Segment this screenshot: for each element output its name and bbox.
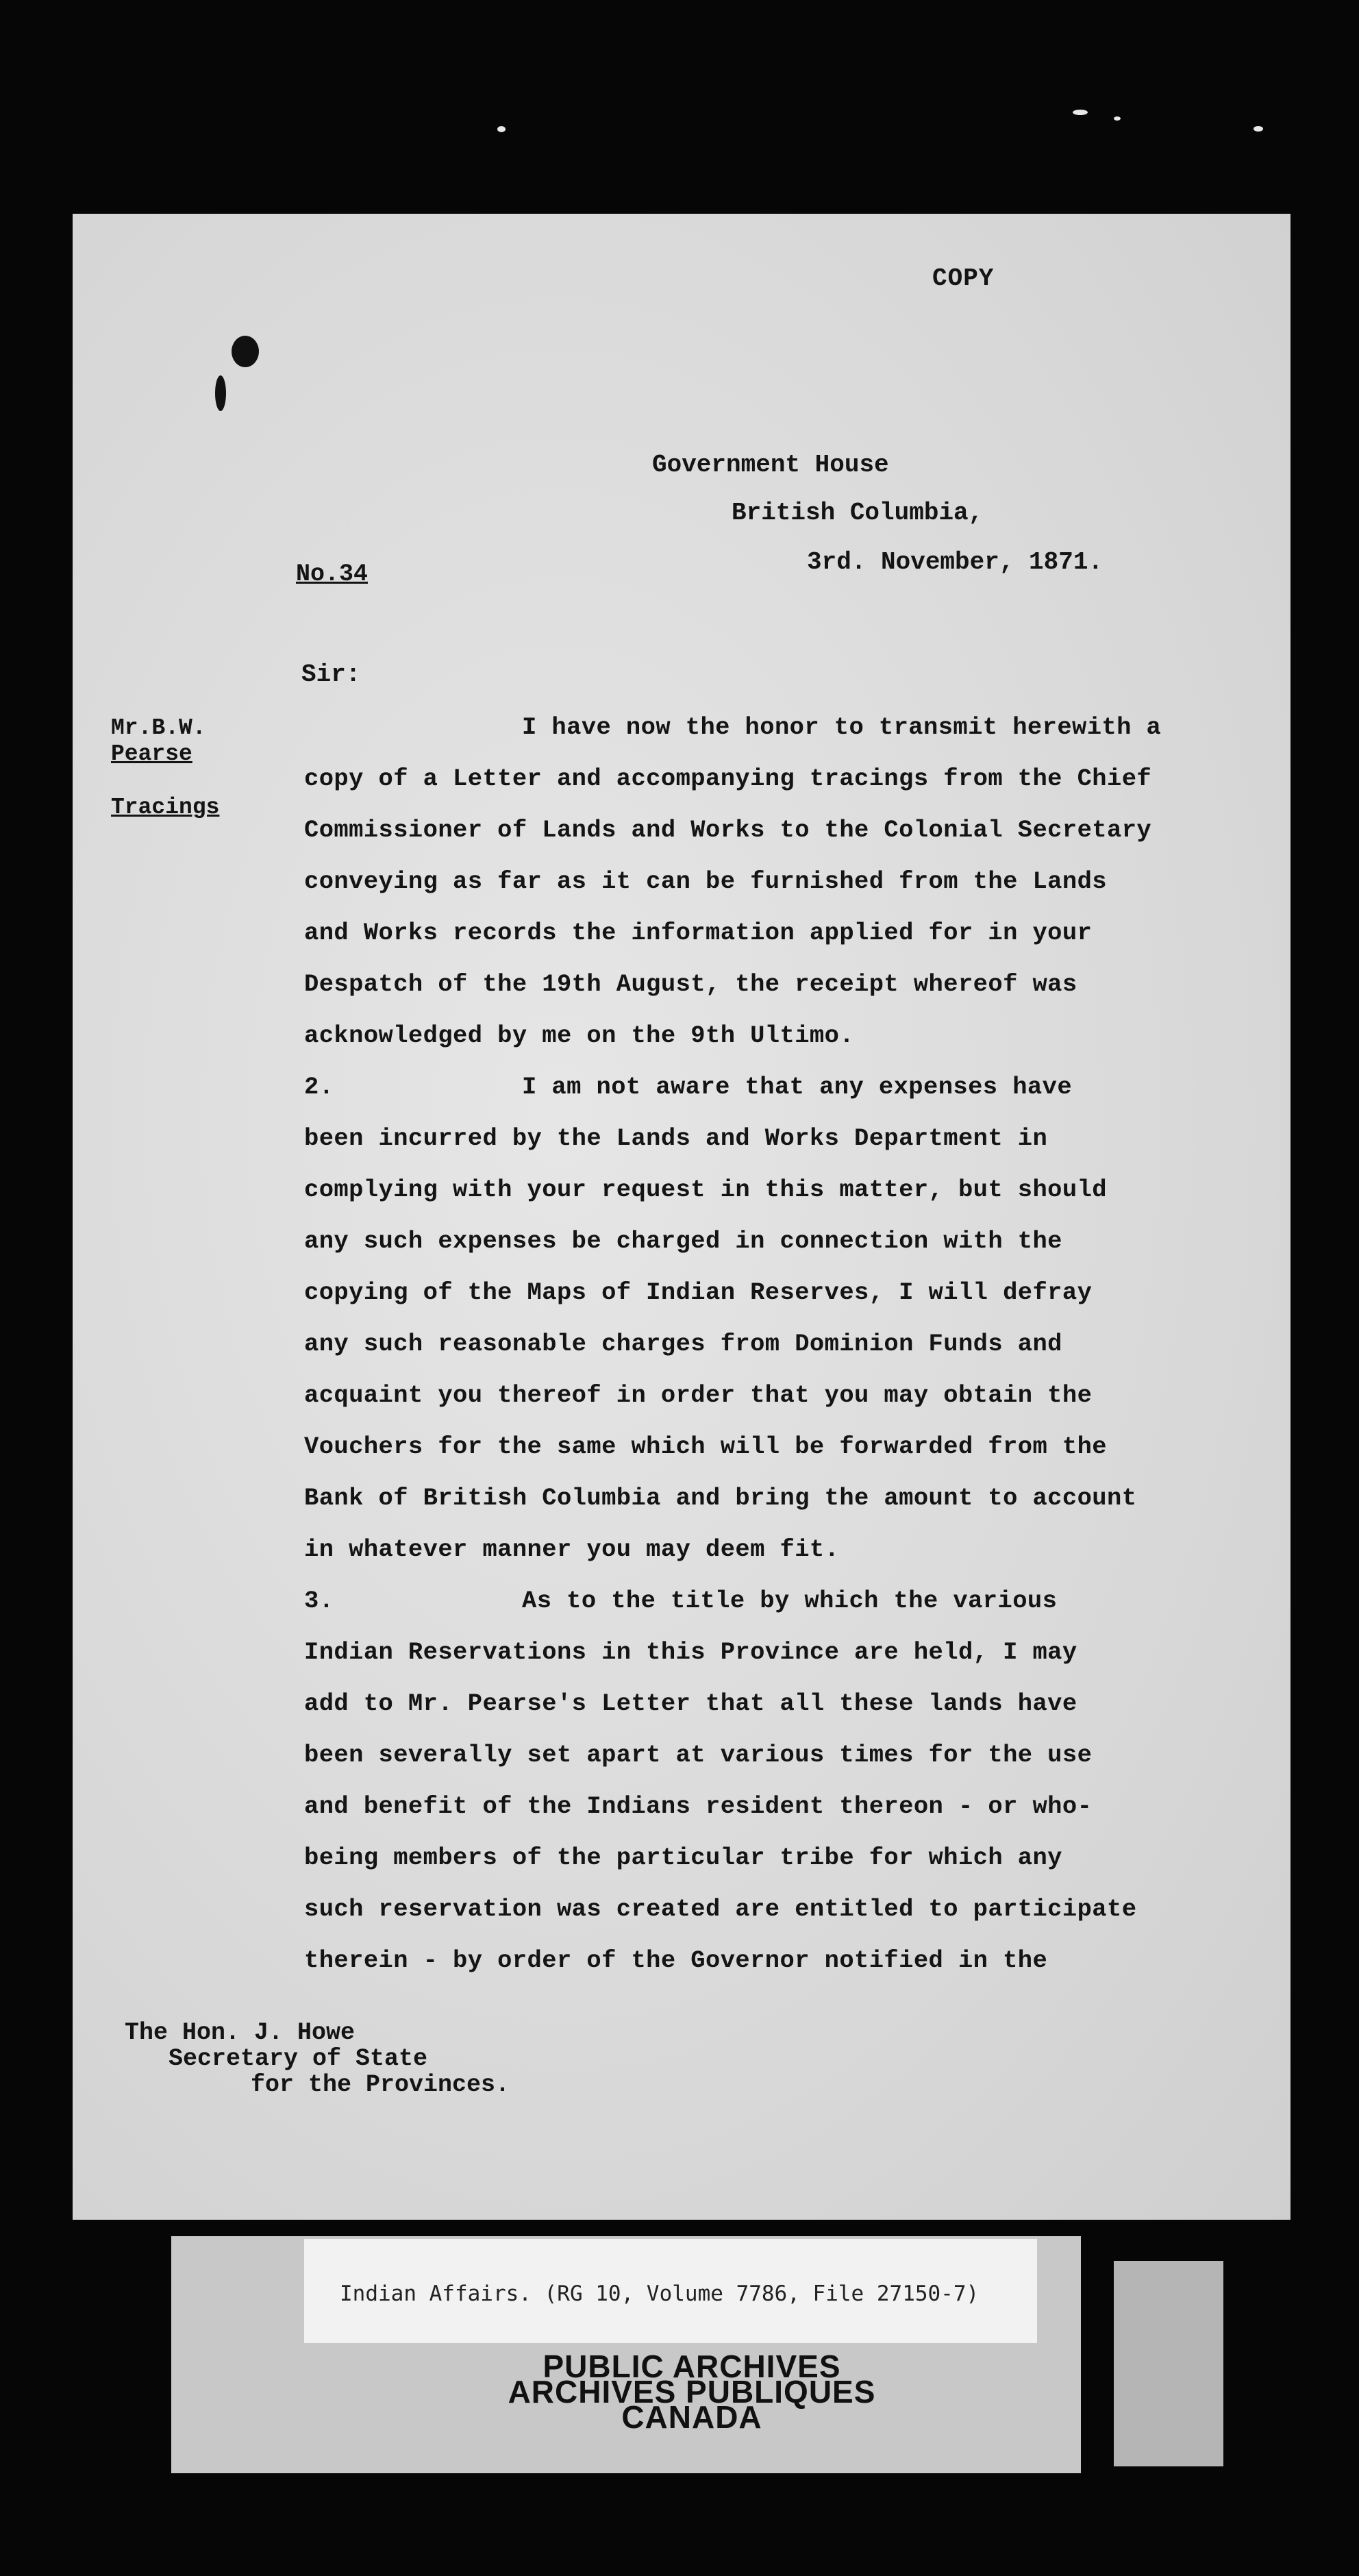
recipient-title: Secretary of State bbox=[169, 2045, 428, 2072]
paragraph-number: 3. bbox=[304, 1587, 334, 1615]
body-line: add to Mr. Pearse's Letter that all these lands have bbox=[304, 1689, 1077, 1718]
ink-blot bbox=[232, 336, 259, 367]
body-line: being members of the particular tribe for which any bbox=[304, 1844, 1062, 1872]
archive-stamp bbox=[390, 2349, 993, 2435]
paragraph-number: 2. bbox=[304, 1073, 334, 1101]
body-line: acquaint you thereof in order that you may obtain the bbox=[304, 1381, 1093, 1409]
margin-note-enclosure: Tracings bbox=[111, 795, 220, 820]
recipient-name: The Hon. J. Howe bbox=[125, 2019, 356, 2046]
body-line: Commissioner of Lands and Works to the Colonial Secretary bbox=[304, 816, 1152, 844]
body-line: Indian Reservations in this Province are held, I may bbox=[304, 1638, 1077, 1666]
body-line: therein - by order of the Governor notified in the bbox=[304, 1946, 1048, 1974]
body-line: Despatch of the 19th August, the receipt whereof was bbox=[304, 970, 1077, 998]
body-line: acknowledged by me on the 9th Ultimo. bbox=[304, 1021, 855, 1050]
body-line: I have now the honor to transmit herewith a bbox=[522, 713, 1162, 741]
archive-stamp-line-2: ARCHIVES PUBLIQUES bbox=[508, 2374, 876, 2410]
copy-mark: COPY bbox=[932, 264, 995, 293]
body-line: copying of the Maps of Indian Reserves, I will defray bbox=[304, 1278, 1093, 1306]
body-line: and benefit of the Indians resident thereon - or who- bbox=[304, 1792, 1093, 1820]
ink-blot bbox=[215, 375, 226, 411]
film-strip-right bbox=[1114, 2261, 1223, 2466]
recipient-department: for the Provinces. bbox=[251, 2071, 510, 2098]
body-line: been severally set apart at various times for the use bbox=[304, 1741, 1093, 1769]
body-line: copy of a Letter and accompanying tracings from the Chief bbox=[304, 765, 1152, 793]
body-line: and Works records the information applied for in your bbox=[304, 919, 1093, 947]
body-line: 2. I am not aware that any expenses have bbox=[304, 1061, 1249, 1113]
body-line: complying with your request in this matter, but should bbox=[304, 1176, 1107, 1204]
address-line-2: British Columbia, bbox=[732, 499, 984, 527]
body-line: any such expenses be charged in connection with the bbox=[304, 1227, 1062, 1255]
archive-reference: Indian Affairs. (RG 10, Volume 7786, File 27150-7) bbox=[340, 2281, 980, 2306]
margin-note-name-line-2: Pearse bbox=[111, 741, 192, 767]
archive-stamp-line-3: CANADA bbox=[621, 2399, 762, 2435]
body-line: such reservation was created are entitled to participate bbox=[304, 1895, 1137, 1923]
archive-stamp-line-1: PUBLIC ARCHIVES bbox=[543, 2349, 841, 2384]
margin-note-name-line-1: Mr.B.W. bbox=[111, 715, 206, 741]
salutation: Sir: bbox=[301, 660, 361, 689]
body-line: in whatever manner you may deem fit. bbox=[304, 1535, 840, 1563]
film-speck bbox=[497, 126, 506, 132]
body-line: 3. As to the title by which the various bbox=[304, 1575, 1249, 1626]
letter-page bbox=[73, 214, 1291, 2220]
recipient-block bbox=[125, 2020, 510, 2098]
film-speck bbox=[1073, 110, 1088, 115]
body-line: Bank of British Columbia and bring the amount to account bbox=[304, 1484, 1137, 1512]
film-speck bbox=[1114, 116, 1121, 121]
reference-number: No.34 bbox=[296, 560, 369, 588]
letter-body bbox=[304, 702, 1249, 1986]
film-speck bbox=[1254, 126, 1263, 132]
body-line: Vouchers for the same which will be forwarded from the bbox=[304, 1433, 1107, 1461]
archive-label-card bbox=[304, 2239, 1037, 2343]
address-line-1: Government House bbox=[652, 451, 889, 479]
body-line: any such reasonable charges from Dominion Funds and bbox=[304, 1330, 1062, 1358]
letter-date: 3rd. November, 1871. bbox=[807, 548, 1104, 576]
body-line: been incurred by the Lands and Works Department in bbox=[304, 1124, 1048, 1152]
body-line: conveying as far as it can be furnished from the Lands bbox=[304, 867, 1107, 895]
